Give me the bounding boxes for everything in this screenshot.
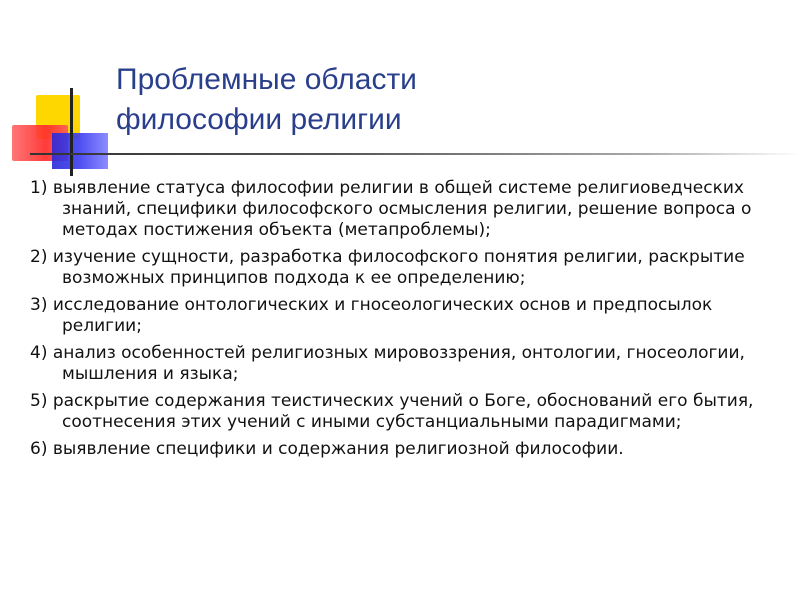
list-item: 6) выявление специфики и содержания религиозной философии. [30,439,624,459]
list-item: 2) изучение сущности, разработка философского понятия религии, раскрытие возможных принципов подхода к ее определению; [30,247,745,288]
slide-title-line-2: философии религии [116,103,402,136]
slide-title-line-1: Проблемные области [116,63,417,96]
list-item: 3) исследование онтологических и гносеологических основ и предпосылок религии; [30,295,713,336]
list-item: 5) раскрытие содержания теистических учений о Боге, обоснований его бытия, соотнесения этих учений с иными субстанциальными парадигмами; [30,391,754,432]
title-underline-divider [30,153,800,155]
list-item: 1) выявление статуса философии религии в общей системе религиоведческих знаний, специфики философского осмысления религии, решение вопроса о методах постижения объекта (метапроблемы); [30,178,752,240]
slide-title [116,60,756,140]
problem-areas-list [30,178,770,466]
vertical-line-decoration [70,88,73,176]
list-item: 4) анализ особенностей религиозных мировоззрения, онтологии, гносеологии, мышления и языка; [30,343,745,384]
blue-square-decoration [52,133,108,169]
